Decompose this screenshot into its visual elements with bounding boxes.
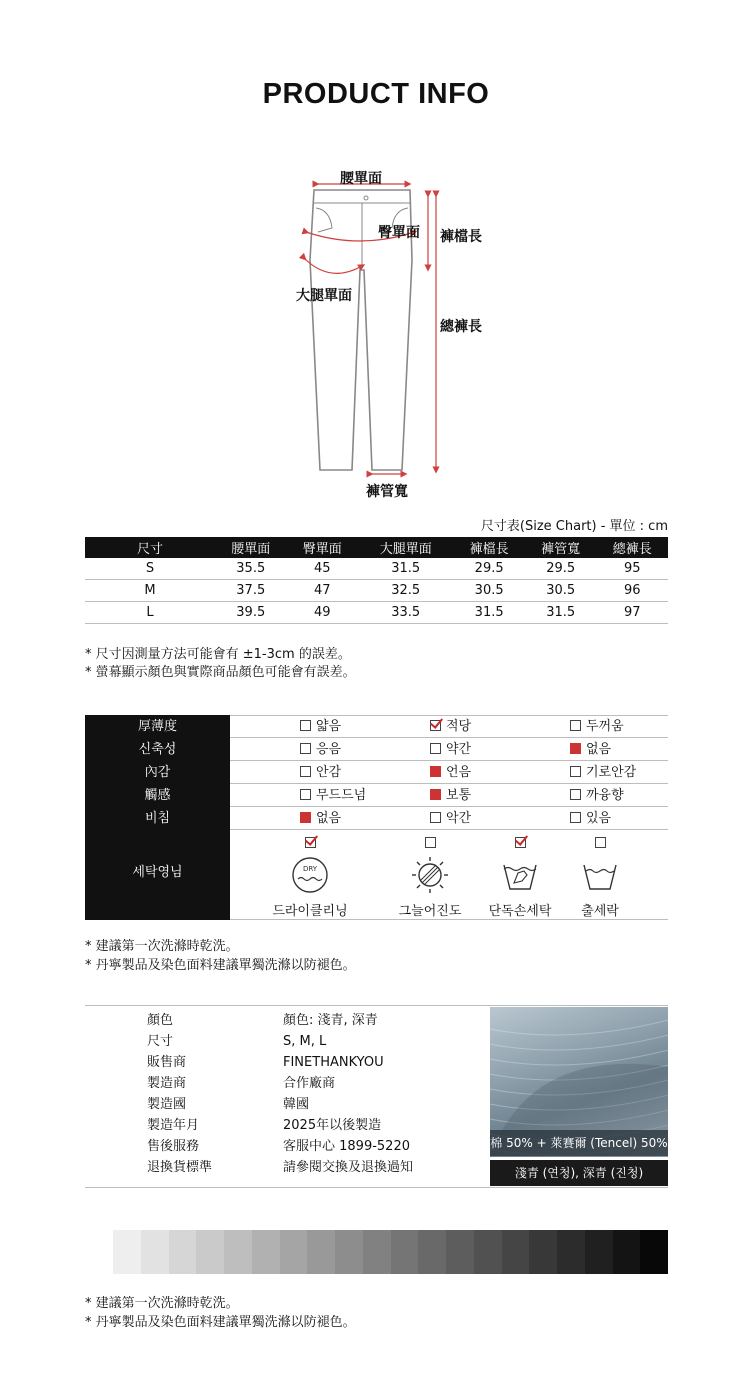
gradient-step — [307, 1230, 335, 1274]
gradient-step — [141, 1230, 169, 1274]
attribute-option — [300, 715, 341, 738]
table-cell: 96 — [596, 580, 668, 602]
spec-value: FINETHANKYOU — [283, 1055, 384, 1070]
header-cell: 臀單面 — [287, 537, 359, 558]
checked-box-icon — [430, 789, 441, 800]
spec-key: 退換貨標準 — [147, 1160, 213, 1175]
svg-text:DRY: DRY — [302, 865, 318, 873]
spec-value: 2025年以後製造 — [283, 1118, 382, 1133]
gradient-step — [196, 1230, 224, 1274]
table-row — [85, 558, 668, 580]
table-cell: 30.5 — [453, 580, 525, 602]
size-chart-caption: 尺寸表(Size Chart) - 單位 : cm — [480, 519, 668, 534]
option-label: 두꺼움 — [586, 719, 624, 734]
size-table — [85, 537, 668, 624]
checked-box-icon — [300, 812, 311, 823]
wash-basin-icon — [580, 855, 620, 899]
attribute-option — [300, 738, 341, 761]
table-cell: S — [85, 558, 215, 580]
table-cell: 97 — [596, 602, 668, 624]
wash-label: 드라이클리닝 — [272, 904, 348, 919]
attribute-row — [85, 807, 668, 830]
table-cell: 49 — [287, 602, 359, 624]
page-title: PRODUCT INFO — [262, 78, 490, 110]
label-rise: 褲檔長 — [440, 229, 482, 245]
header-cell: 總褲長 — [596, 537, 668, 558]
header-cell: 腰單面 — [215, 537, 287, 558]
attribute-row — [85, 715, 668, 738]
attribute-option — [430, 715, 471, 738]
shade-dry-icon — [410, 855, 450, 899]
header-cell: 褲檔長 — [453, 537, 525, 558]
attribute-option — [300, 784, 366, 807]
divider — [230, 829, 668, 830]
label-thigh: 大腿單面 — [296, 288, 352, 304]
wash-note: * 丹寧製品及染色面料建議單獨洗滌以防褪色。 — [85, 958, 356, 973]
gradient-step — [224, 1230, 252, 1274]
spec-key: 製造商 — [147, 1076, 187, 1091]
attribute-row — [85, 784, 668, 807]
gradient-step — [418, 1230, 446, 1274]
header-cell: 尺寸 — [85, 537, 215, 558]
size-table-header — [85, 537, 668, 558]
checkbox-icon — [570, 766, 581, 777]
attribute-label: 신축성 — [138, 742, 177, 757]
table-cell: 31.5 — [453, 602, 525, 624]
gradient-step — [363, 1230, 391, 1274]
gradient-step — [557, 1230, 585, 1274]
attribute-table — [85, 715, 668, 920]
spec-value: 合作廠商 — [283, 1076, 336, 1091]
gradient-step — [169, 1230, 197, 1274]
table-row — [85, 602, 668, 624]
attribute-row — [85, 761, 668, 784]
gradient-step — [502, 1230, 530, 1274]
header-cell: 褲管寬 — [525, 537, 597, 558]
checkbox-icon — [300, 766, 311, 777]
wash-note: * 建議第一次洗滌時乾洗。 — [85, 939, 239, 954]
checkbox-icon — [570, 720, 581, 731]
attribute-label: 厚薄度 — [137, 719, 177, 734]
spec-block — [85, 1005, 668, 1188]
gradient-step — [391, 1230, 419, 1274]
table-cell: 35.5 — [215, 558, 287, 580]
checked-box-icon — [305, 837, 316, 848]
option-label: 응음 — [316, 742, 342, 757]
bottom-note: * 建議第一次洗滌時乾洗。 — [85, 1296, 239, 1311]
attribute-label: 內감 — [144, 765, 171, 780]
option-label: 보통 — [446, 788, 472, 803]
checked-box-icon — [515, 837, 526, 848]
label-waist: 腰單面 — [340, 171, 382, 187]
option-label: 없음 — [586, 742, 612, 757]
gradient-step — [613, 1230, 641, 1274]
attribute-option — [570, 807, 611, 830]
option-label: 안감 — [316, 765, 342, 780]
pants-diagram — [280, 160, 520, 500]
spec-value: S, M, L — [283, 1034, 327, 1049]
table-cell: 31.5 — [525, 602, 597, 624]
option-label: 기로안감 — [586, 765, 637, 780]
bottom-note: * 丹寧製品及染色面料建議單獨洗滌以防褪色。 — [85, 1315, 356, 1330]
gradient-step — [113, 1230, 141, 1274]
table-cell: L — [85, 602, 215, 624]
gradient-step — [585, 1230, 613, 1274]
spec-value: 韓國 — [283, 1097, 310, 1112]
label-hip: 臀單面 — [378, 225, 420, 241]
checkbox-icon — [425, 837, 436, 848]
spec-value: 請參閱交換及退換過知 — [283, 1160, 414, 1175]
option-label: 약간 — [446, 742, 472, 757]
attribute-option — [430, 807, 471, 830]
table-cell: 45 — [287, 558, 359, 580]
attribute-option — [570, 738, 611, 761]
option-label: 없음 — [316, 811, 342, 826]
fabric-caption: 棉 50% + 萊賽爾 (Tencel) 50% — [490, 1130, 668, 1156]
hand-wash-icon — [500, 855, 540, 899]
checked-box-icon — [430, 720, 441, 731]
wash-section-label: 세탁영님 — [132, 865, 183, 880]
table-cell: 47 — [287, 580, 359, 602]
table-cell: 29.5 — [453, 558, 525, 580]
size-note: * 螢幕顯示顏色與實際商品顏色可能會有誤差。 — [85, 665, 356, 680]
wash-label: 출세락 — [581, 904, 619, 919]
gradient-step — [474, 1230, 502, 1274]
checkbox-icon — [430, 743, 441, 754]
spec-value: 顏色: 淺青, 深青 — [283, 1013, 378, 1028]
gradient-step — [640, 1230, 668, 1274]
attribute-label: 觸感 — [144, 788, 171, 803]
attribute-option — [430, 761, 471, 784]
attribute-option — [570, 761, 636, 784]
spec-key: 製造國 — [147, 1097, 187, 1112]
checkbox-icon — [430, 812, 441, 823]
spec-key: 販售商 — [147, 1055, 187, 1070]
table-cell: 95 — [596, 558, 668, 580]
spec-key: 製造年月 — [147, 1118, 200, 1133]
attribute-label: 비침 — [144, 811, 171, 826]
checkbox-icon — [300, 789, 311, 800]
option-label: 적당 — [446, 719, 472, 734]
attribute-option — [570, 715, 624, 738]
spec-key: 顏色 — [147, 1013, 174, 1028]
attribute-option — [430, 784, 471, 807]
checked-box-icon — [430, 766, 441, 777]
wash-label: 그늘어진도 — [398, 904, 462, 919]
table-cell: 37.5 — [215, 580, 287, 602]
spec-key: 售後服務 — [147, 1139, 200, 1154]
table-cell: 32.5 — [358, 580, 453, 602]
attribute-option — [300, 761, 341, 784]
checkbox-icon — [570, 812, 581, 823]
option-label: 있음 — [586, 811, 612, 826]
color-gradient-strip — [113, 1230, 668, 1274]
gradient-step — [335, 1230, 363, 1274]
option-label: 악간 — [446, 811, 472, 826]
label-hem: 褲管寬 — [366, 484, 408, 500]
option-label: 무드드넘 — [316, 788, 367, 803]
gradient-step — [252, 1230, 280, 1274]
spec-value: 客服中心 1899-5220 — [283, 1139, 410, 1154]
attribute-row — [85, 738, 668, 761]
option-label: 까융향 — [586, 788, 624, 803]
table-cell: 29.5 — [525, 558, 597, 580]
checked-box-icon — [570, 743, 581, 754]
wash-label: 단독손세탁 — [488, 904, 552, 919]
option-label: 언음 — [446, 765, 472, 780]
gradient-step — [529, 1230, 557, 1274]
table-cell: 33.5 — [358, 602, 453, 624]
table-cell: M — [85, 580, 215, 602]
table-cell: 31.5 — [358, 558, 453, 580]
dry-clean-icon — [290, 855, 330, 899]
gradient-step — [280, 1230, 308, 1274]
attribute-option — [570, 784, 624, 807]
attribute-option — [430, 738, 471, 761]
checkbox-icon — [595, 837, 606, 848]
checkbox-icon — [300, 720, 311, 731]
color-caption: 淺青 (연청), 深青 (진청) — [490, 1160, 668, 1186]
size-note: * 尺寸因測量方法可能會有 ±1-3cm 的誤差。 — [85, 647, 351, 662]
spec-key: 尺寸 — [147, 1034, 174, 1049]
header-cell: 大腿單面 — [358, 537, 453, 558]
gradient-step — [446, 1230, 474, 1274]
table-row — [85, 580, 668, 602]
label-length: 總褲長 — [440, 319, 482, 335]
table-cell: 30.5 — [525, 580, 597, 602]
attribute-option — [300, 807, 341, 830]
checkbox-icon — [570, 789, 581, 800]
option-label: 얇음 — [316, 719, 342, 734]
table-cell: 39.5 — [215, 602, 287, 624]
divider — [230, 919, 668, 920]
checkbox-icon — [300, 743, 311, 754]
